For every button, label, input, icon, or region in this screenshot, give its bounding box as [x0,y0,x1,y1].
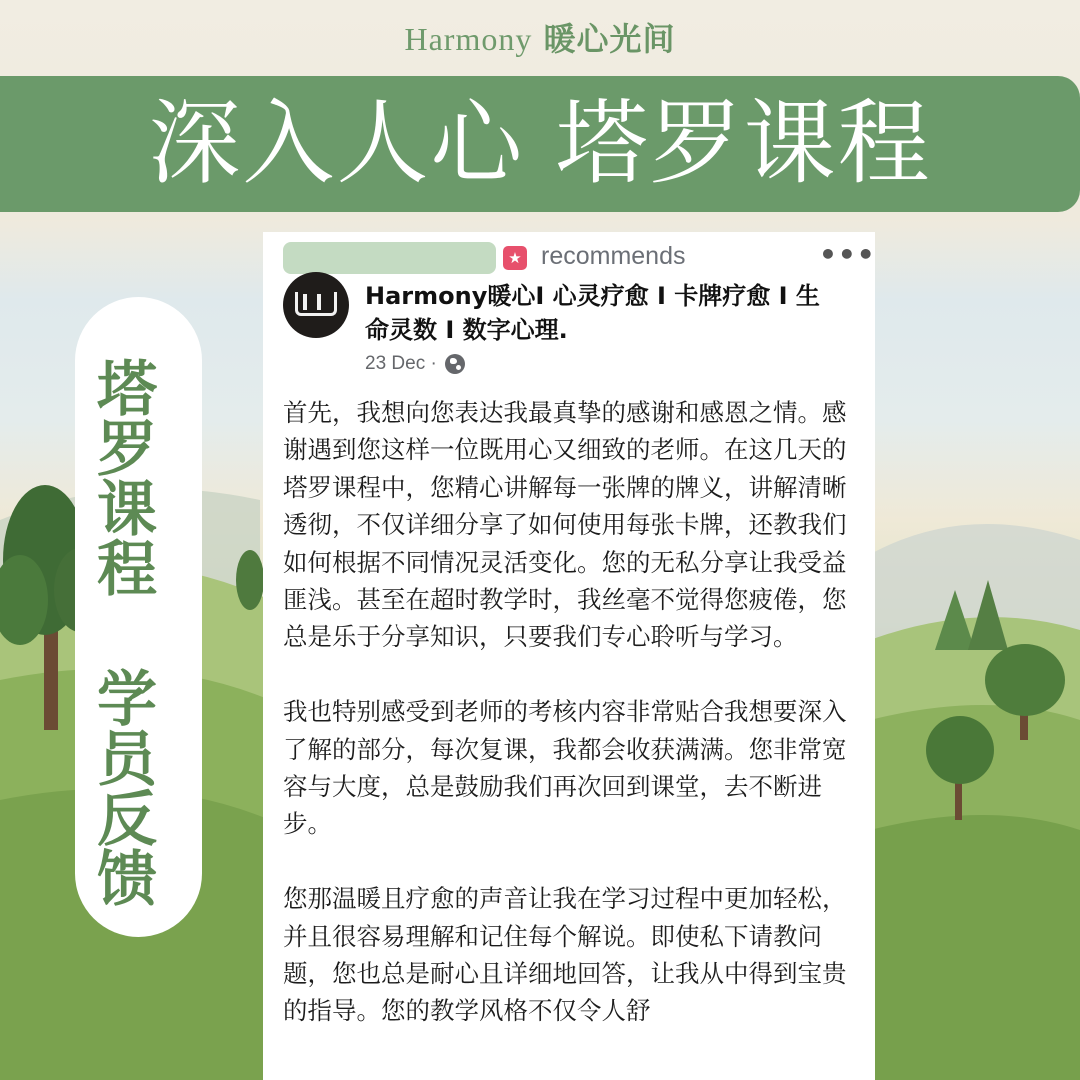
facebook-review-card [263,232,875,1080]
side-label-text: 塔罗课程 学员反馈 [87,357,157,907]
review-paragraph: 我也特别感受到老师的考核内容非常贴合我想要深入了解的部分，每次复课，我都会收获满满。您非常宽容与大度，总是鼓励我们再次回到课堂，去不断进步。 [283,697,847,839]
title-banner [0,76,1080,212]
review-text [283,394,855,1067]
page-avatar[interactable] [283,272,349,338]
post-date[interactable]: 23 Dec · [365,353,437,374]
recommend-icon: ★ [503,246,527,270]
globe-icon [445,354,465,374]
review-paragraph: 首先，我想向您表达我最真挚的感谢和感恩之情。感谢遇到您这样一位既用心又细致的老师。在这几天的塔罗课程中，您精心讲解每一张牌的牌义，讲解清晰透彻，不仅详细分享了如何使用每张卡牌，还教我们如何根据不同情况灵活变化。您的无私分享让我受益匪浅。甚至在超时教学时，我丝毫不觉得您疲倦，您总是乐于分享知识，只要我们专心聆听与学习。 [283,398,847,652]
more-options-icon[interactable]: ••• [819,238,876,271]
brand-name-latin: Harmony [404,21,533,57]
brand-name-chinese: 暖心光间 [543,20,676,58]
banner-title: 深入人心 塔罗课程 [148,90,932,197]
page-name-link[interactable]: Harmony暖心I 心灵疗愈 I 卡牌疗愈 I 生命灵数 I 数字心理. [365,282,820,344]
brand-header [0,14,1080,60]
side-label-pill [75,297,202,937]
review-paragraph: 您那温暖且疗愈的声音让我在学习过程中更加轻松，并且很容易理解和记住每个解说。即使私下请教问题，您也总是耐心且详细地回答，让我从中得到宝贵的指导。您的教学风格不仅令人舒 [283,884,847,1026]
recommends-label: recommends [541,242,686,270]
redacted-reviewer-name [283,242,496,274]
